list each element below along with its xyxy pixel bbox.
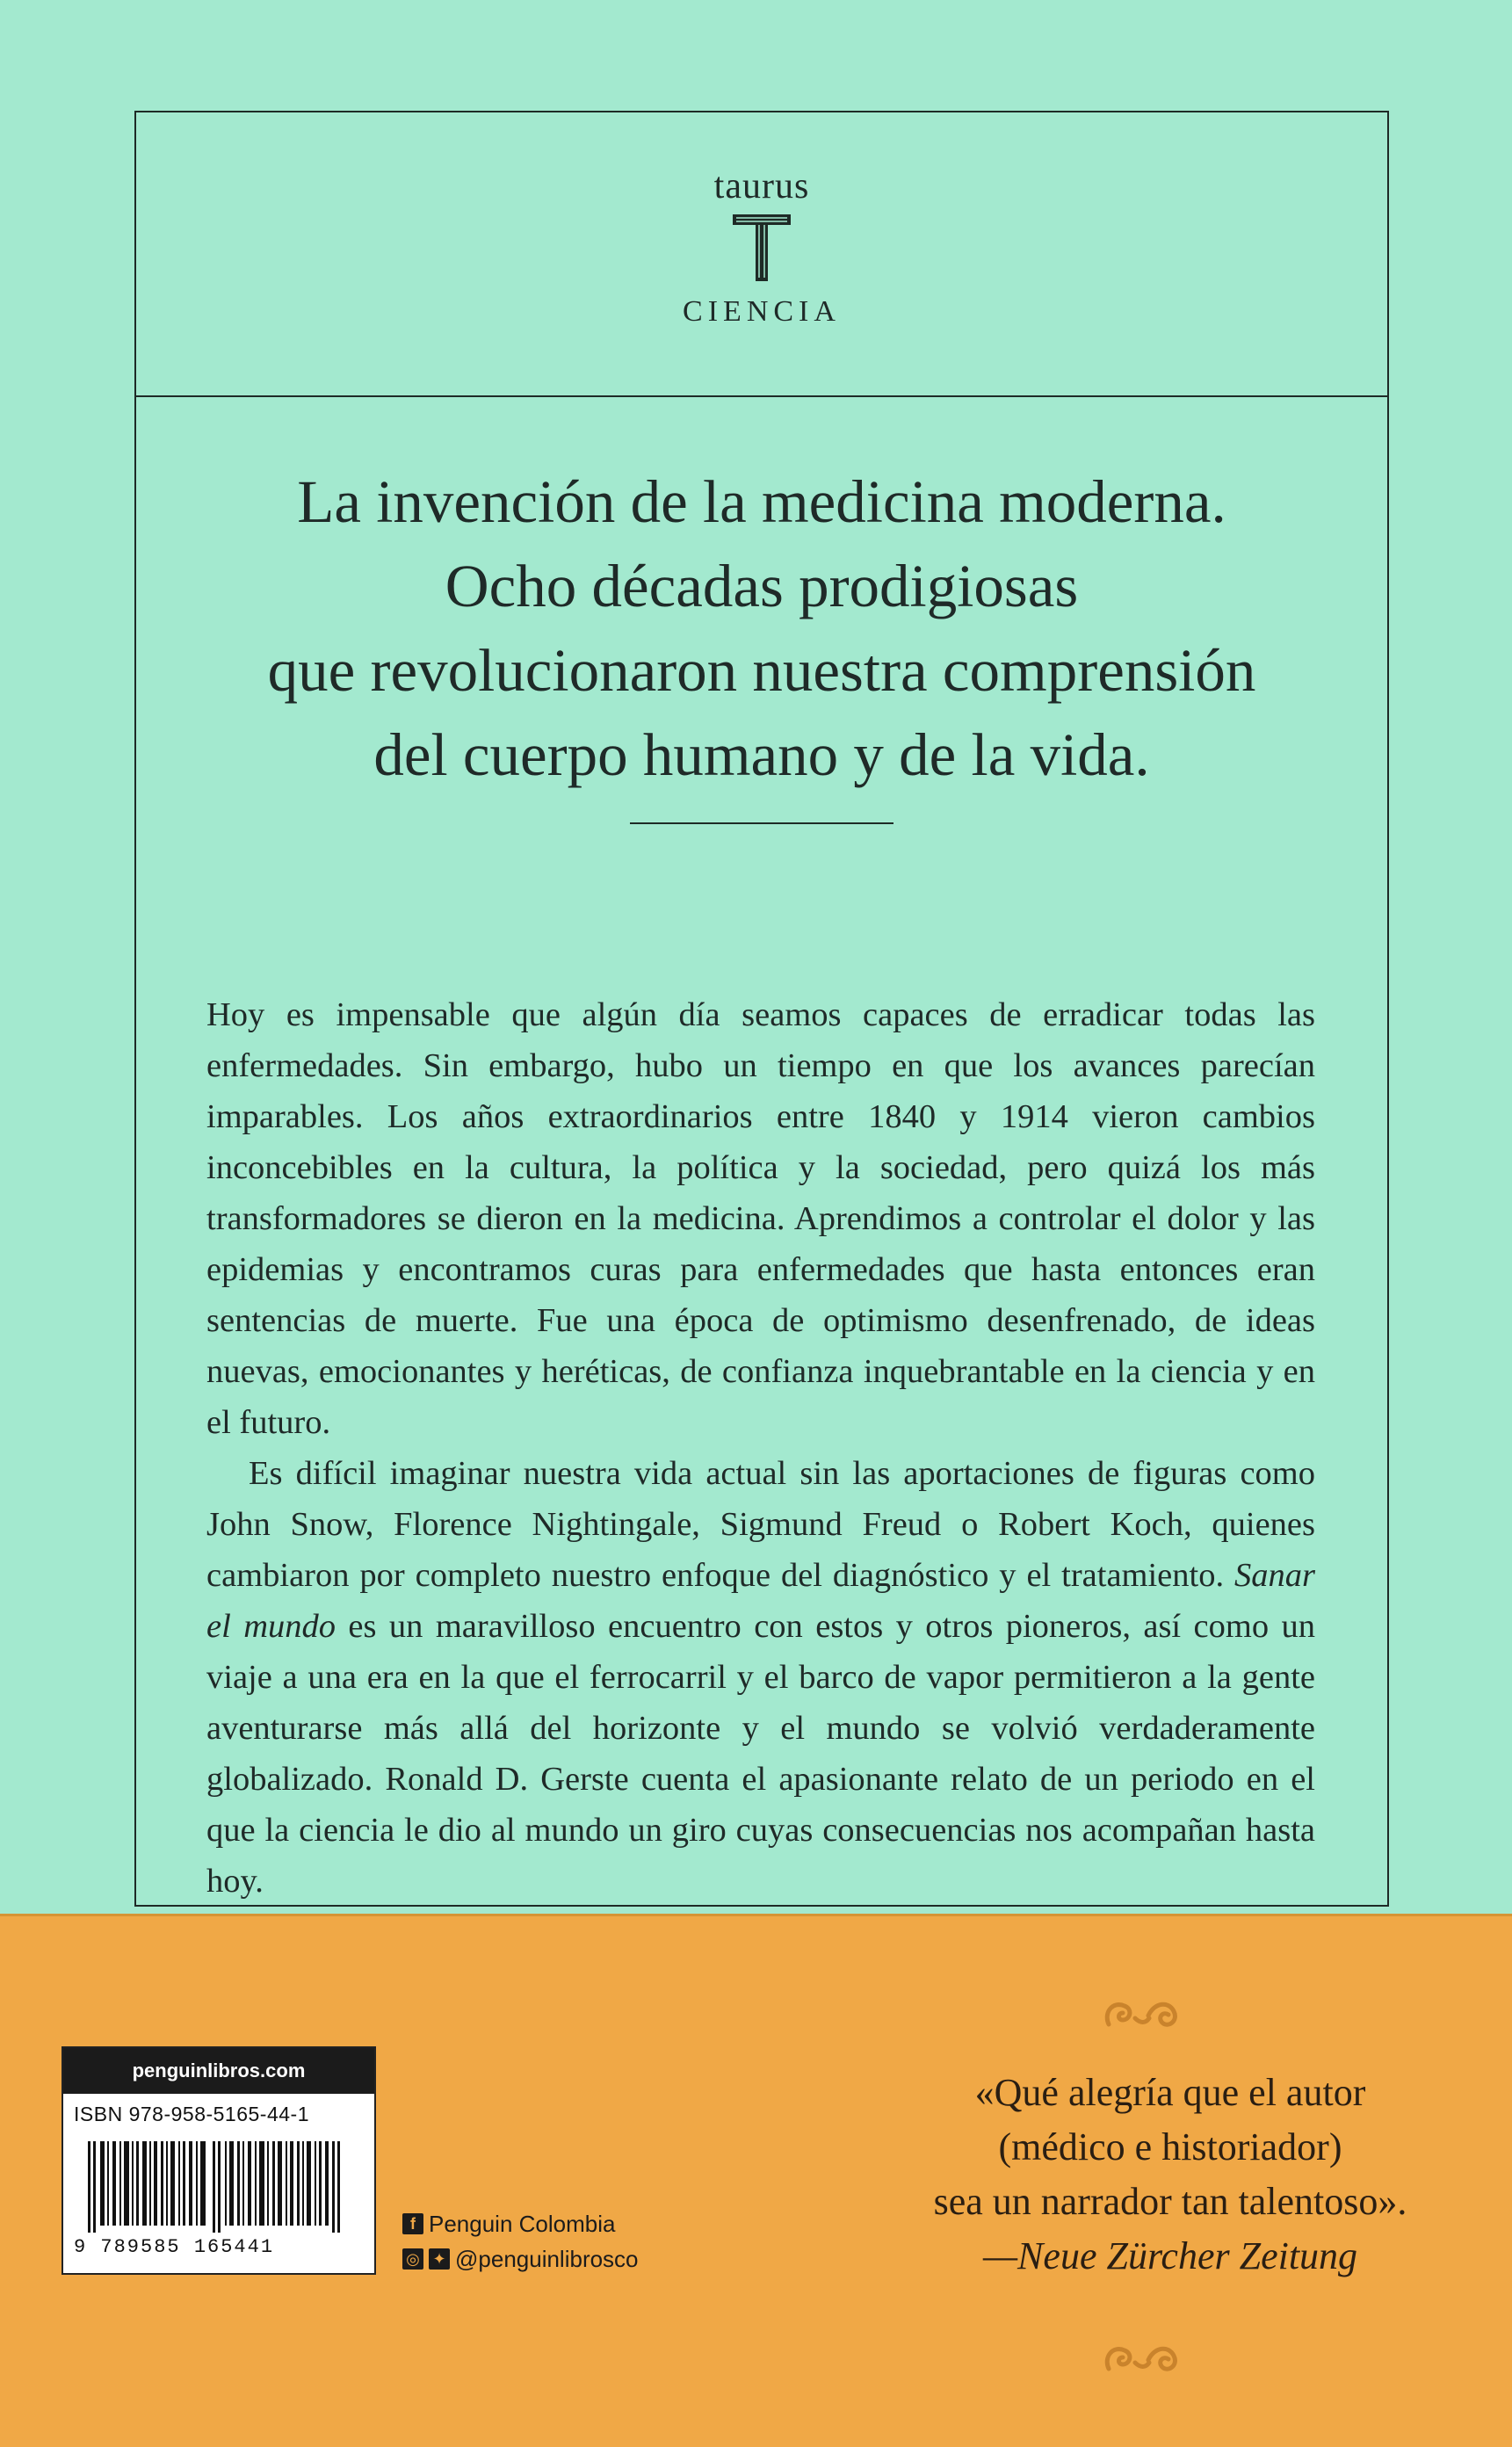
- quote-source: —Neue Zürcher Zeitung: [982, 2234, 1358, 2277]
- bottom-band: [0, 1914, 1512, 2447]
- facebook-icon: f: [402, 2213, 423, 2234]
- synopsis-paragraph: Es difícil imaginar nuestra vida actual sin las aportaciones de figuras como John Snow, Florence Nightingale, Sigmund Freud o Robert Koch, quienes cambiaron por completo nuestro enfoque del diagnóstico y el tratamiento. Sanar el mundo es un maravilloso encuentro con estos y otros pioneros, así como un viaje a una era en la que el ferrocarril y el barco de vapor permitieron a la gente aventurarse más allá del horizonte y el mundo se volvió verdaderamente globalizado. Ronald D. Gerste cuenta el apasionante relato de un periodo en el que la ciencia le dio al mundo un giro cuyas consecuencias nos acompañan hasta hoy.: [206, 1455, 1315, 1900]
- flourish-ornament-icon: [1100, 1994, 1197, 2038]
- headline-line: del cuerpo humano y de la vida.: [373, 721, 1150, 788]
- twitter-icon: ✦: [429, 2248, 450, 2270]
- social-links: [402, 2206, 639, 2277]
- barcode-box: [61, 2046, 376, 2275]
- isbn-label: ISBN 978-958-5165-44-1: [74, 2103, 309, 2125]
- headline: [136, 460, 1387, 797]
- headline-rule: [630, 822, 893, 824]
- header-divider: [136, 395, 1387, 397]
- publisher-site: penguinlibros.com: [63, 2048, 374, 2094]
- facebook-row: [402, 2206, 639, 2241]
- taurus-t-logo-icon: [731, 213, 792, 283]
- handle-row: [402, 2241, 639, 2277]
- flourish-ornament-icon: [1100, 2338, 1197, 2382]
- cover-frame: [134, 111, 1389, 1907]
- synopsis-paragraph: Hoy es impensable que algún día seamos capaces de erradicar todas las enfermedades. Sin embargo, hubo un tiempo en que los avances parecían imparables. Los años extraordinarios entre 1840 y 1914 vieron cambios inconcebibles en la cultura, la política y la sociedad, pero quizá los más transformadores se dieron en la medicina. Aprendimos a controlar el dolor y las epidemias y encontramos curas para enfermedades que hasta entonces eran sentencias de muerte. Fue una época de optimismo desenfrenado, de ideas nuevas, emocionantes y heréticas, de confianza inquebrantable en la ciencia y en el futuro.: [206, 996, 1315, 1441]
- brand-name: taurus: [713, 166, 810, 206]
- press-quote: [863, 2066, 1478, 2284]
- headline-line: que revolucionaron nuestra comprensión: [267, 637, 1256, 704]
- book-title: Sanar el mundo: [206, 1557, 1315, 1645]
- quote-line: (médico e historiador): [998, 2125, 1342, 2168]
- instagram-icon: ◎: [402, 2248, 423, 2270]
- barcode-icon: [74, 2141, 364, 2233]
- synopsis: [206, 989, 1315, 2009]
- headline-line: Ocho décadas prodigiosas: [445, 553, 1079, 619]
- headline-line: La invención de la medicina moderna.: [297, 468, 1226, 535]
- brand-collection: CIENCIA: [683, 295, 841, 328]
- barcode-digits: 9 789585 165441: [74, 2236, 275, 2258]
- quote-line: sea un narrador tan talentoso».: [933, 2180, 1407, 2223]
- quote-line: «Qué alegría que el autor: [974, 2071, 1366, 2114]
- publisher-brand: [136, 165, 1387, 329]
- facebook-label: Penguin Colombia: [429, 2211, 616, 2237]
- social-handle: @penguinlibrosco: [455, 2246, 639, 2272]
